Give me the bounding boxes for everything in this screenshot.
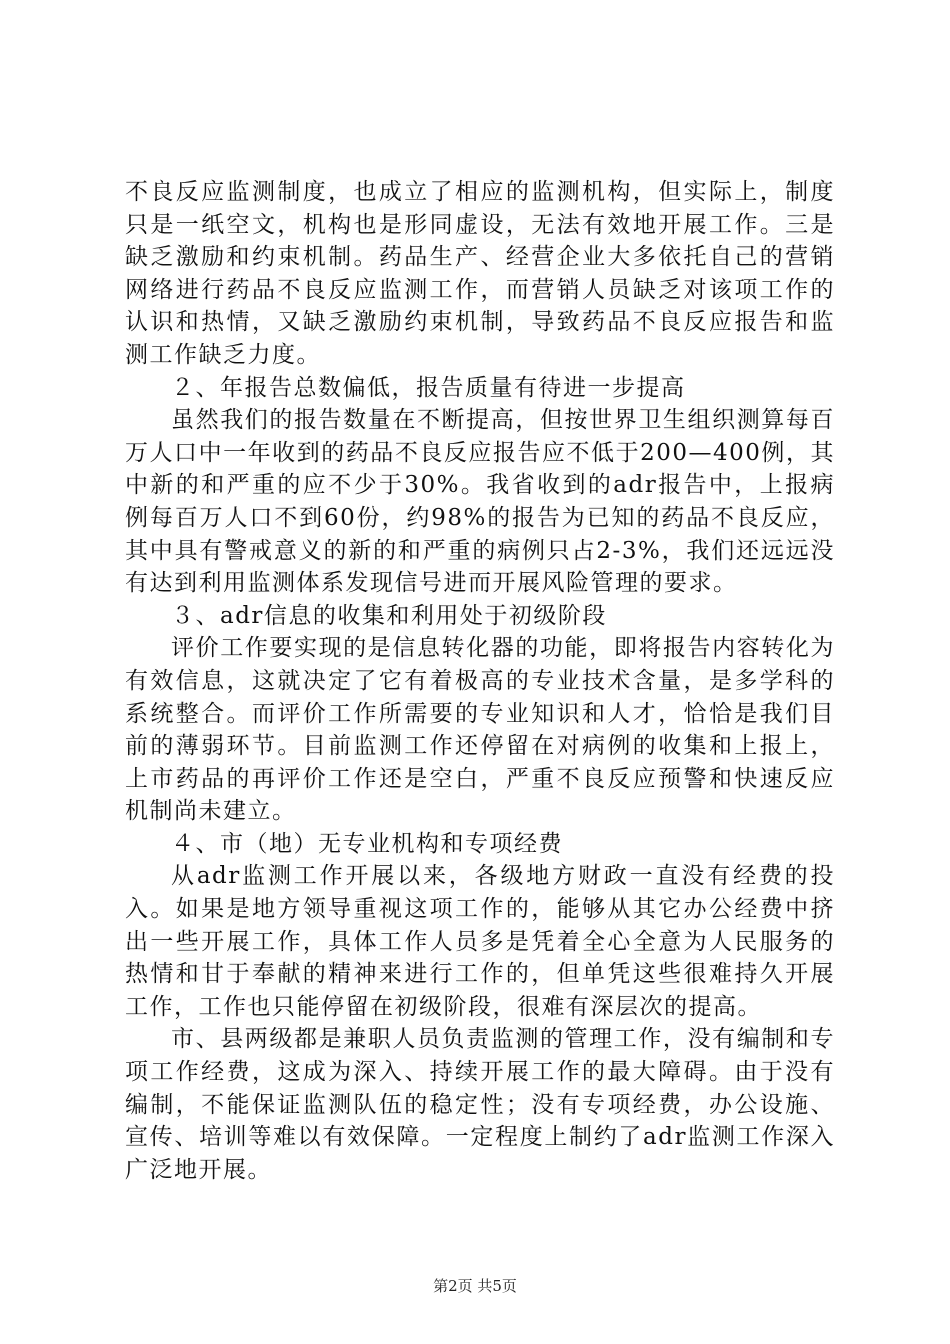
paragraph-1: 不良反应监测制度，也成立了相应的监测机构，但实际上，制度只是一纸空文，机构也是形同虚设，无法有效地开展工作。三是缺乏激励和约束机制。药品生产、经营企业大多依托自己的营销网络进行药品不良反应监测工作，而营销人员缺乏对该项工作的认识和热情，又缺乏激励约束机制，导致药品不良反应报告和监测工作缺乏力度。 [125,179,835,368]
section-heading-4: ４、市（地）无专业机构和专项经费 [171,830,563,857]
paragraph-5: 评价工作要实现的是信息转化器的功能，即将报告内容转化为有效信息，这就决定了它有着极高的专业技术含量，是多学科的系统整合。而评价工作所需要的专业知识和人才，恰恰是我们目前的薄弱环节。目前监测工作还停留在对病例的收集和上报上，上市药品的再评价工作还是空白，严重不良反应预警和快速反应机制尚未建立。 [125,635,835,825]
document-body [125,176,835,1186]
section-heading-3: ３、adr信息的收集和利用处于初级阶段 [171,602,607,629]
paragraph-3: 虽然我们的报告数量在不断提高，但按世界卫生组织测算每百万人口中一年收到的药品不良反应报告应不低于200—400例，其中新的和严重的应不少于30%。我省收到的adr报告中，上报病例每百万人口不到60份，约98%的报告为已知的药品不良反应，其中具有警戒意义的新的和严重的病例只占2-3%，我们还远远没有达到利用监测体系发现信号进而开展风险管理的要求。 [125,407,835,597]
section-heading-2: ２、年报告总数偏低，报告质量有待进一步提高 [171,374,686,401]
paragraph-7: 从adr监测工作开展以来，各级地方财政一直没有经费的投入。如果是地方领导重视这项工作的，能够从其它办公经费中挤出一些开展工作，具体工作人员多是凭着全心全意为人民服务的热情和甘于奉献的精神来进行工作的，但单凭这些很难持久开展工作，工作也只能停留在初级阶段，很难有深层次的提高。 [125,863,835,1020]
page-number: 第2页 共5页 [433,1277,517,1295]
paragraph-8: 市、县两级都是兼职人员负责监测的管理工作，没有编制和专项工作经费，这成为深入、持续开展工作的最大障碍。由于没有编制，不能保证监测队伍的稳定性；没有专项经费，办公设施、宣传、培训等难以有效保障。一定程度上制约了adr监测工作深入广泛地开展。 [125,1026,835,1183]
